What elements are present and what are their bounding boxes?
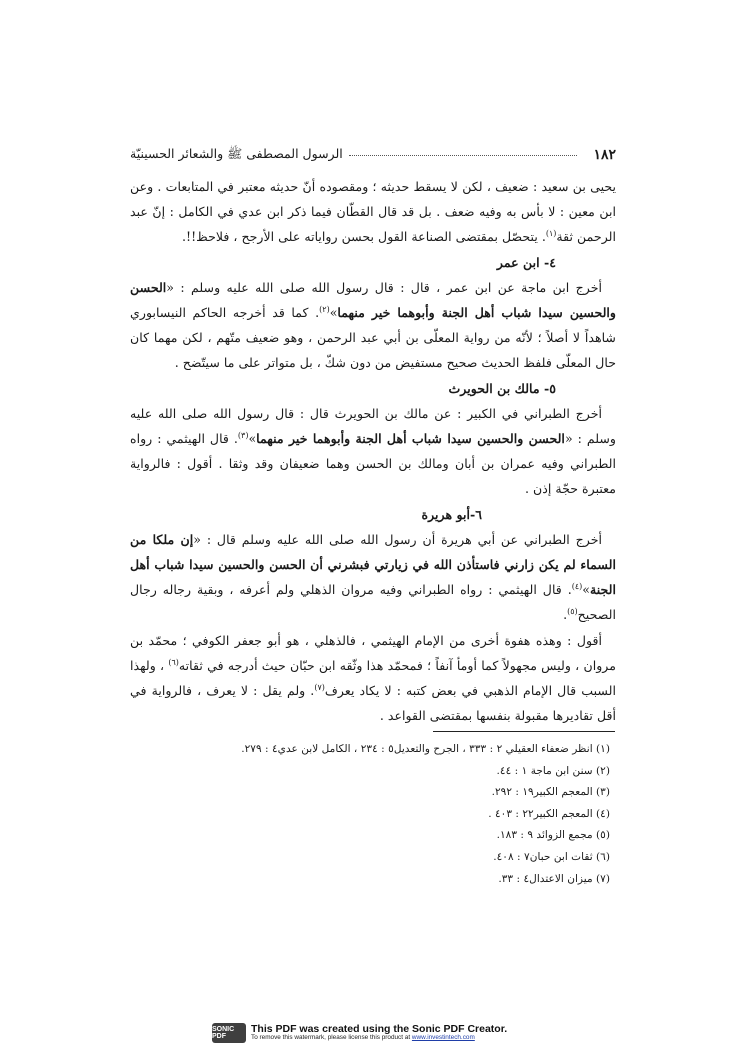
page-number: ١٨٢ <box>593 147 616 163</box>
section-heading: ٤- ابن عمر <box>496 254 556 270</box>
footnotes <box>130 739 616 890</box>
hadith-text: إن ملكا من السماء لم يكن زارني فاستأذن الله في زيارتي فبشرني أن الحسن والحسين سيدا شباب أهل الجنة <box>130 531 616 598</box>
footnote: (١) انظر ضعفاء العقيلي ٢ : ٣٣٣ ، الجرح والتعديل٥ : ٢٣٤ ، الكامل لابن عدي٤ : ٢٧٩. <box>241 743 610 755</box>
paragraph: يحيى بن سعيد : ضعيف ، لكن لا يسقط حديثه ؛ ومقصوده أنّ حديثه معتبر في المتابعات . وعن ابن معين : لا بأس به وفيه ضعف . بل قد قال القطّان فيما ذكر ابن عدي في الكامل : إنّ عبد الرحمن ثقة$^{(١)}$. يتحصّل بمقتضى الصناعة القول بحسن رواياته على الأرجح ، فلاحظ!!. <box>130 179 616 245</box>
footnote-ref[interactable]: (٢) <box>319 304 330 314</box>
paragraph: أخرج الطبراني في الكبير : عن مالك بن الحويرث قال : قال رسول الله صلى الله عليه وسلم : «الحسن والحسين سيدا شباب أهل الجنة وأبوهما خير منهما»$^{(٣)}$. قال الهيثمي : رواه الطبراني وفيه عمران بن أبان ومالك بن الحسن وهما ضعيفان وقد وثقا . أقول : فالرواية معتبرة حجّة إذن . <box>130 405 616 497</box>
footnote-ref[interactable]: (٧) <box>314 682 325 692</box>
footnote-divider <box>433 731 615 732</box>
footnote-ref[interactable]: (٣) <box>237 430 249 440</box>
watermark-banner <box>212 1021 542 1045</box>
footnote-ref[interactable]: (٥) <box>567 607 578 617</box>
hadith-text: الحسن والحسين سيدا شباب أهل الجنة وأبوهما خير منهما <box>130 279 617 321</box>
main-text <box>130 174 616 728</box>
footnote: (٥) مجمع الزوائد ٩ : ١٨٣. <box>496 829 610 842</box>
footnote: (٤) المعجم الكبير٢٢ : ٤٠٣ . <box>488 807 610 820</box>
sonic-pdf-logo-icon: SONIC PDF <box>212 1023 246 1043</box>
watermark-subtitle: To remove this watermark, please license this product at www.investintech.com <box>251 1034 475 1042</box>
paragraph: أقول : وهذه هفوة أخرى من الإمام الهيثمي ، فالذهلي ، هو أبو جعفر الكوفي ؛ محمّد بن مروان ، وليس مجهولاً كما أومأ آنفاً ؛ فمحمّد هذا وثّقه ابن حبّان حيث أدرجه في ثقاته$^{(٦)}$ ، ولهذا السبب قال الإمام الذهبي في بعض كتبه : لا يكاد يعرف$^{(٧)}$. ولم يقل : لا يعرف ، فالرواية في أقل تقاديرها مقبولة بنفسها بمقتضى القواعد . <box>130 632 616 724</box>
footnote: (٢) سنن ابن ماجة ١ : ٤٤. <box>496 764 610 777</box>
header-dot-leader <box>349 155 578 156</box>
running-header <box>130 144 616 166</box>
footnote: (٣) المعجم الكبير١٩ : ٢٩٢. <box>491 786 610 799</box>
footnote-ref[interactable]: (١) <box>545 229 557 239</box>
footnote-ref[interactable]: (٦) <box>168 657 179 667</box>
paragraph: أخرج الطبراني عن أبي هريرة أن رسول الله صلى الله عليه وسلم قال : «إن ملكا من السماء لم يكن زارني فاستأذن الله في زيارتي فبشرني أن الحسن والحسين سيدا شباب أهل الجنة»$^{(٤)}$. قال الهيثمي : رواه الطبراني وفيه مروان الذهلي ولم أعرفه ، وبقية رجاله رجال الصحيح$^{(٥)}$. <box>130 531 616 623</box>
section-heading: ٦-أبو هريرة <box>421 506 482 522</box>
hadith-text: الحسن والحسين سيدا شباب أهل الجنة وأبوهما خير منهما <box>256 431 565 447</box>
section-heading: ٥- مالك بن الحويرث <box>448 380 556 396</box>
footnote: (٧) ميزان الاعتدال٤ : ٣٣. <box>498 872 610 885</box>
header-title: الرسول المصطفى ﷺ والشعائر الحسينيّة <box>130 145 343 161</box>
watermark-title: This PDF was created using the Sonic PDF Creator. <box>251 1023 508 1036</box>
watermark-link[interactable]: www.investintech.com <box>411 1034 475 1042</box>
footnote: (٦) ثقات ابن حبان٧ : ٤٠٨. <box>493 850 610 863</box>
paragraph: أخرج ابن ماجة عن ابن عمر ، قال : قال رسول الله صلى الله عليه وسلم : «الحسن والحسين سيدا شباب أهل الجنة وأبوهما خير منهما»$^{(٢)}$. كما قد أخرجه الحاكم النيسابوري شاهداً لا أصلاً ؛ لأنّه من رواية المعلّى بن أبي عبد الرحمن ، وهو ضعيف متّهم ، لكن مهما كان حال المعلّى فلفظ الحديث صحيح مستفيض من دون شكّ ، بل متواتر على ما سيتّضح . <box>130 279 617 371</box>
footnote-ref[interactable]: (٤) <box>571 582 583 592</box>
